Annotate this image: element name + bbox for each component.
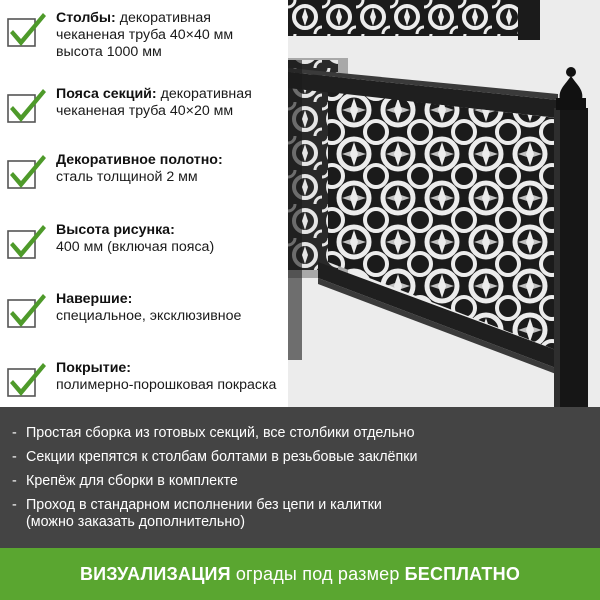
spec-label: Высота рисунка:	[56, 222, 175, 238]
spec-line: полимерно-порошковая покраска	[56, 377, 277, 393]
spec-line: 400 мм (включая пояса)	[56, 239, 215, 255]
banner-mid: ограды под размер	[235, 563, 400, 584]
features-panel	[0, 407, 600, 548]
banner-left: ВИЗУАЛИЗАЦИЯ	[79, 563, 231, 584]
banner-right: БЕСПЛАТНО	[404, 563, 521, 584]
spec-value: декоративная	[115, 10, 211, 26]
list-item: - Проход в стандарном исполнении без цепи и калитки (можно заказать дополнительно)	[12, 497, 600, 531]
features-list	[0, 407, 600, 531]
feature-text: Секции крепятся к столбам болтами в резьбовые заклёпки	[26, 449, 418, 465]
list-item: - Простая сборка из готовых секций, все столбики отдельно	[12, 425, 415, 441]
list-item: - Секции крепятся к столбам болтами в резьбовые заклёпки	[12, 449, 418, 465]
spec-line: чеканеная труба 40×20 мм	[56, 103, 234, 119]
checkmark-icon	[6, 360, 48, 400]
spec-label: Декоративное полотно:	[56, 152, 223, 168]
spec-label: Столбы:	[56, 10, 116, 26]
feature-text: Простая сборка из готовых секций, все столбики отдельно	[26, 425, 415, 441]
spec-value: декоративная	[156, 86, 252, 102]
fence-photo	[288, 0, 600, 407]
feature-text: Крепёж для сборки в комплекте	[26, 473, 238, 489]
free-visualization-banner	[0, 548, 600, 600]
checkmark-icon	[6, 152, 48, 192]
checkmark-icon	[6, 222, 48, 262]
spec-line: высота 1000 мм	[56, 44, 162, 60]
spec-line: чеканеная труба 40×40 мм	[56, 27, 234, 43]
checkmark-icon	[6, 86, 48, 126]
checkmark-icon	[6, 291, 48, 331]
checkmark-icon	[6, 10, 48, 50]
spec-label: Покрытие:	[56, 360, 132, 376]
spec-line: сталь толщиной 2 мм	[56, 169, 198, 185]
feature-text-continuation: (можно заказать дополнительно)	[26, 514, 245, 530]
specs-list	[0, 0, 300, 407]
spec-line: специальное, эксклюзивное	[56, 308, 242, 324]
fence-illustration	[288, 0, 600, 407]
spec-label: Пояса секций:	[56, 86, 157, 102]
spec-label: Навершие:	[56, 291, 133, 307]
feature-text: Проход в стандарном исполнении без цепи и калитки	[26, 497, 382, 513]
list-item: - Крепёж для сборки в комплекте	[12, 473, 238, 489]
